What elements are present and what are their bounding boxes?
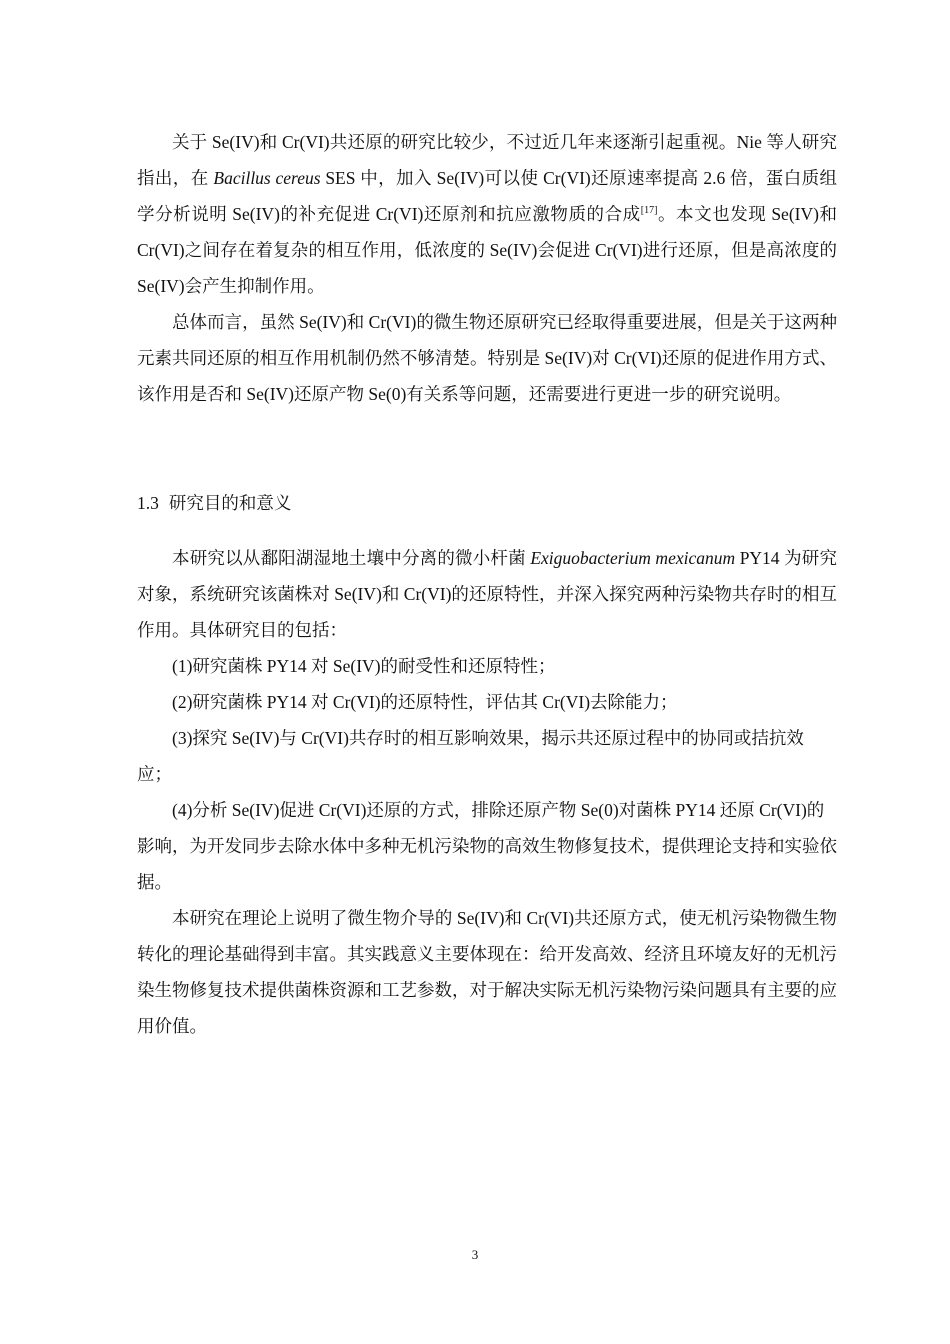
objective-item-2: (2)研究菌株 PY14 对 Cr(VI)的还原特性，评估其 Cr(VI)去除能力； bbox=[172, 692, 678, 712]
paragraph-text: SES 中，加入 Se(IV)可以使 Cr(VI)还原速率提高 2.6 倍，蛋白质组学分析说明 Se(IV)的补充促进 Cr(VI)还原剂和抗应激物质的合成 bbox=[137, 168, 837, 224]
paragraph-text: 本研究以从鄱阳湖湿地土壤中分离的微小杆菌 bbox=[172, 548, 531, 568]
paragraph-significance: 本研究在理论上说明了微生物介导的 Se(IV)和 Cr(VI)共还原方式，使无机污染物微生物转化的理论基础得到丰富。其实践意义主要体现在：给开发高效、经济且环境友好的无机污染生物修复技术提供菌株资源和工艺参数，对于解决实际无机污染物污染问题具有主要的应用价值。 bbox=[137, 908, 837, 1036]
objective-item-4: (4)分析 Se(IV)促进 Cr(VI)还原的方式，排除还原产物 Se(0)对菌株 PY14 还原 Cr(VI)的影响，为开发同步去除水体中多种无机污染物的高效生物修复技术，提供理论支持和实验依据。 bbox=[137, 800, 837, 892]
page-number: 3 bbox=[471, 1247, 479, 1262]
paragraph-text: 。本文也发现 Se(IV)和 Cr(VI)之间存在着复杂的相互作用，低浓度的 Se(IV)会促进 Cr(VI)进行还原，但是高浓度的 Se(IV)会产生抑制作用。 bbox=[137, 204, 838, 296]
objective-item-3: (3)探究 Se(IV)与 Cr(VI)共存时的相互影响效果，揭示共还原过程中的协同或拮抗效应； bbox=[137, 728, 804, 784]
species-name: Exiguobacterium mexicanum bbox=[530, 548, 736, 568]
section-objectives-text bbox=[137, 540, 837, 1044]
paragraph-text: 关于 Se(IV)和 Cr(VI)共还原的研究比较少，不过近几年来逐渐引起重视。Nie 等人研究指出，在 bbox=[137, 132, 837, 188]
paragraph-co-reduction-research bbox=[137, 124, 837, 304]
objective-item-1: (1)研究菌株 PY14 对 Se(IV)的耐受性和还原特性； bbox=[172, 656, 556, 676]
paragraph-summary: 总体而言，虽然 Se(IV)和 Cr(VI)的微生物还原研究已经取得重要进展，但是关于这两种元素共同还原的相互作用机制仍然不够清楚。特别是 Se(IV)对 Cr(VI)还原的促进作用方式、该作用是否和 Se(IV)还原产物 Se(0)有关系等问题，还需要进行更进一步的研究说明。 bbox=[137, 312, 837, 404]
section-background-text bbox=[137, 124, 837, 412]
paragraph-text: PY14 为研究对象，系统研究该菌株对 Se(IV)和 Cr(VI)的还原特性，并深入探究两种污染物共存时的相互作用。具体研究目的包括： bbox=[137, 548, 838, 640]
citation-reference: [17] bbox=[640, 205, 658, 216]
paragraph-research-subject bbox=[137, 540, 837, 648]
section-number: 1.3 bbox=[137, 493, 159, 513]
section-heading bbox=[137, 488, 291, 518]
species-name: Bacillus cereus bbox=[213, 168, 321, 188]
section-title: 研究目的和意义 bbox=[168, 493, 292, 513]
